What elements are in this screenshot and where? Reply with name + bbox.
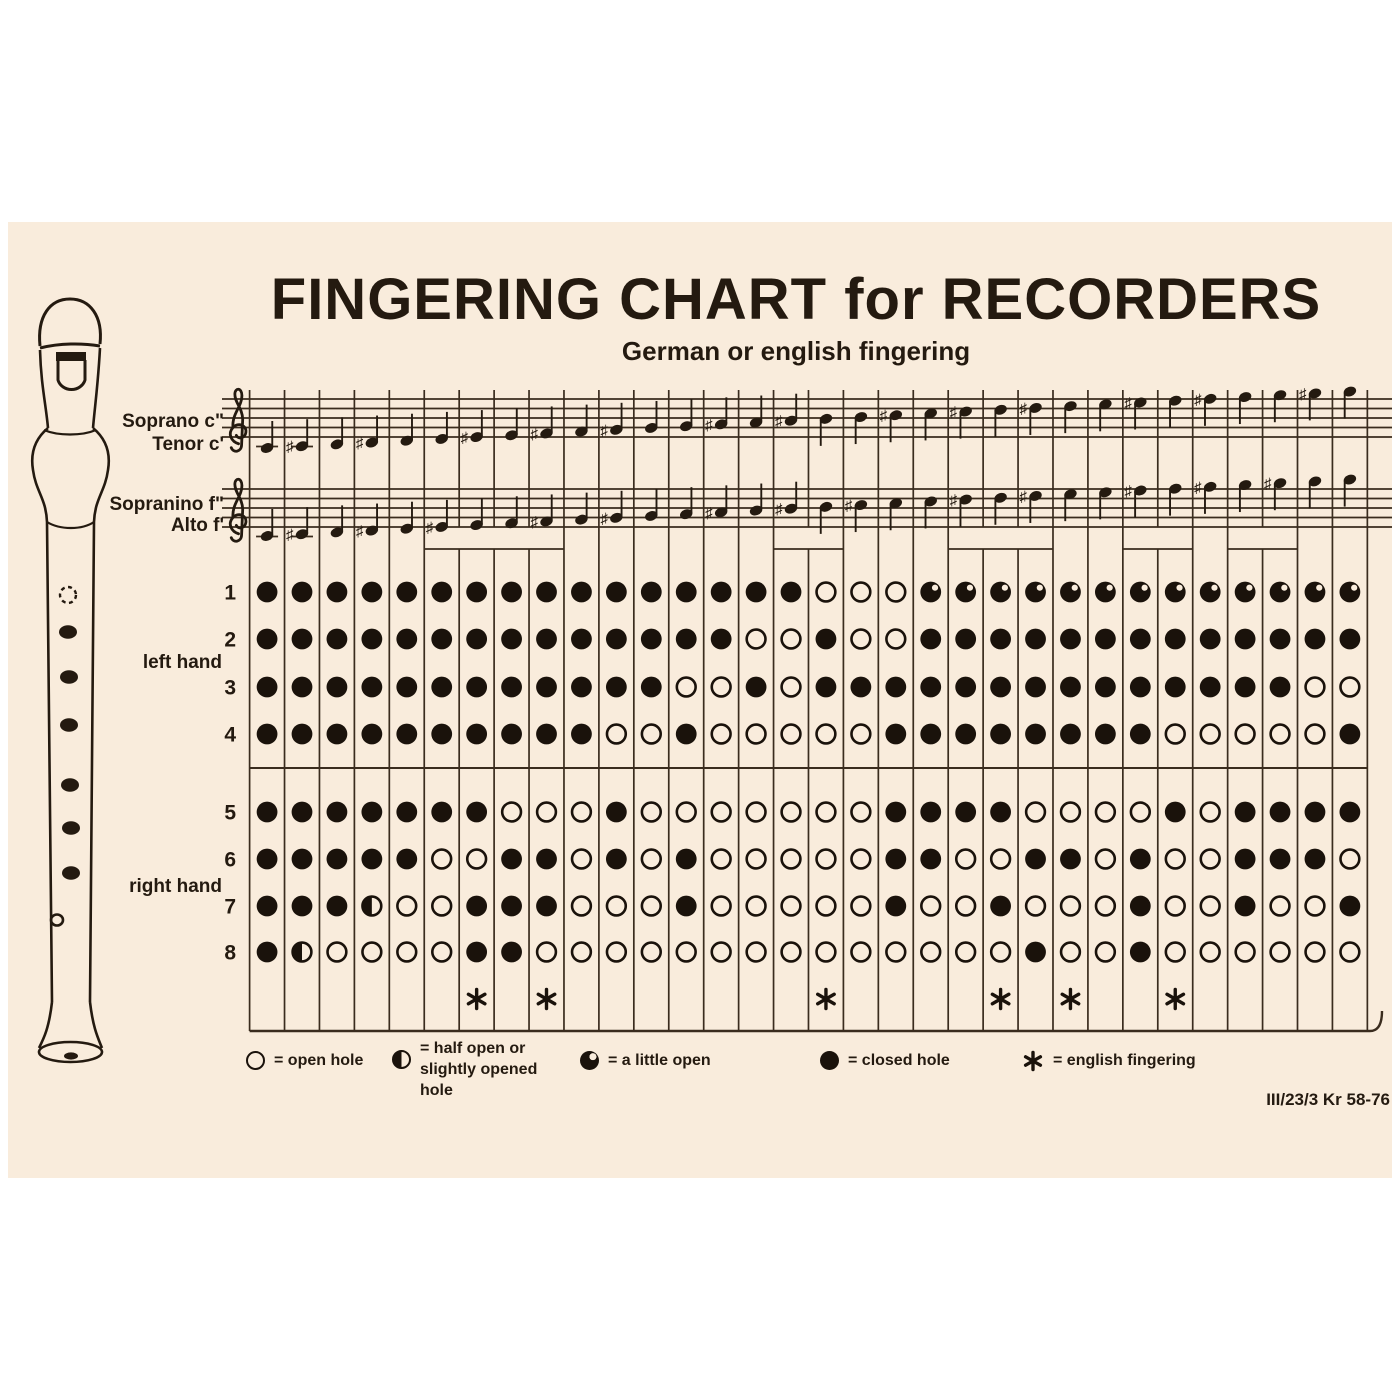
legend-item-english: [1022, 1050, 1196, 1072]
sharp-accidental: ♯: [705, 504, 713, 522]
legend-item-half-open: [392, 1038, 552, 1101]
legend-item-little-open: [580, 1050, 711, 1071]
sharp-accidental: ♯: [600, 422, 608, 440]
legend-label: = english fingering: [1053, 1052, 1196, 1069]
left-hand-label: left hand: [142, 652, 222, 673]
sharp-accidental: ♯: [530, 513, 539, 531]
catalog-number: III/23/3 Kr 58-76: [1266, 1090, 1390, 1109]
staff-label-top: Soprano c": [122, 411, 224, 432]
legend-item-closed: [820, 1050, 950, 1071]
legend-label: = half open or slightly opened hole: [420, 1040, 538, 1099]
legend-label: = a little open: [608, 1052, 711, 1069]
row-label: 3: [224, 676, 236, 700]
sharp-accidental: ♯: [1194, 391, 1202, 409]
legend-label: = open hole: [274, 1052, 364, 1069]
sharp-accidental: ♯: [1194, 479, 1202, 497]
row-label: 2: [224, 628, 236, 652]
row-label: 1: [224, 581, 236, 605]
staff-label-bottom: Tenor c': [152, 434, 224, 455]
row-label: 4: [224, 723, 236, 747]
sharp-accidental: ♯: [425, 519, 434, 537]
closed-hole-icon: [820, 1051, 839, 1070]
row-label: 7: [224, 895, 236, 919]
half-open-hole-icon: [392, 1050, 411, 1069]
legend-item-open: [246, 1050, 363, 1071]
sharp-accidental: ♯: [285, 438, 294, 456]
sharp-accidental: ♯: [879, 407, 888, 425]
row-label: 5: [224, 801, 236, 825]
sharp-accidental: ♯: [355, 523, 364, 541]
staff-label-bottom: Alto f': [170, 515, 224, 536]
sharp-accidental: ♯: [1124, 395, 1132, 412]
sharp-accidental: ♯: [1124, 483, 1132, 500]
row-label: 6: [224, 848, 236, 872]
open-hole-icon: [246, 1051, 265, 1070]
sharp-accidental: ♯: [600, 510, 608, 528]
sharp-accidental: ♯: [844, 497, 853, 515]
sharp-accidental: ♯: [1298, 385, 1307, 403]
staff-label-top: Sopranino f": [109, 494, 224, 515]
sharp-accidental: ♯: [775, 413, 783, 431]
legend-label: = closed hole: [848, 1052, 950, 1069]
sharp-accidental: ♯: [285, 526, 294, 544]
a-little-open-icon: [580, 1051, 599, 1070]
page-title: FINGERING CHART for RECORDERS: [270, 267, 1322, 332]
english-fingering-icon: [1022, 1050, 1044, 1072]
sharp-accidental: ♯: [1264, 475, 1272, 493]
sharp-accidental: ♯: [1019, 400, 1028, 418]
sharp-accidental: ♯: [705, 416, 713, 434]
sharp-accidental: ♯: [530, 425, 539, 443]
sharp-accidental: ♯: [460, 429, 469, 447]
row-label: 8: [224, 941, 236, 965]
sharp-accidental: ♯: [949, 404, 958, 422]
sharp-accidental: ♯: [1019, 488, 1028, 506]
right-hand-label: right hand: [129, 876, 222, 897]
sharp-accidental: ♯: [355, 435, 364, 453]
page-subtitle: German or english fingering: [621, 336, 971, 366]
sharp-accidental: ♯: [949, 492, 958, 510]
sharp-accidental: ♯: [775, 501, 783, 519]
